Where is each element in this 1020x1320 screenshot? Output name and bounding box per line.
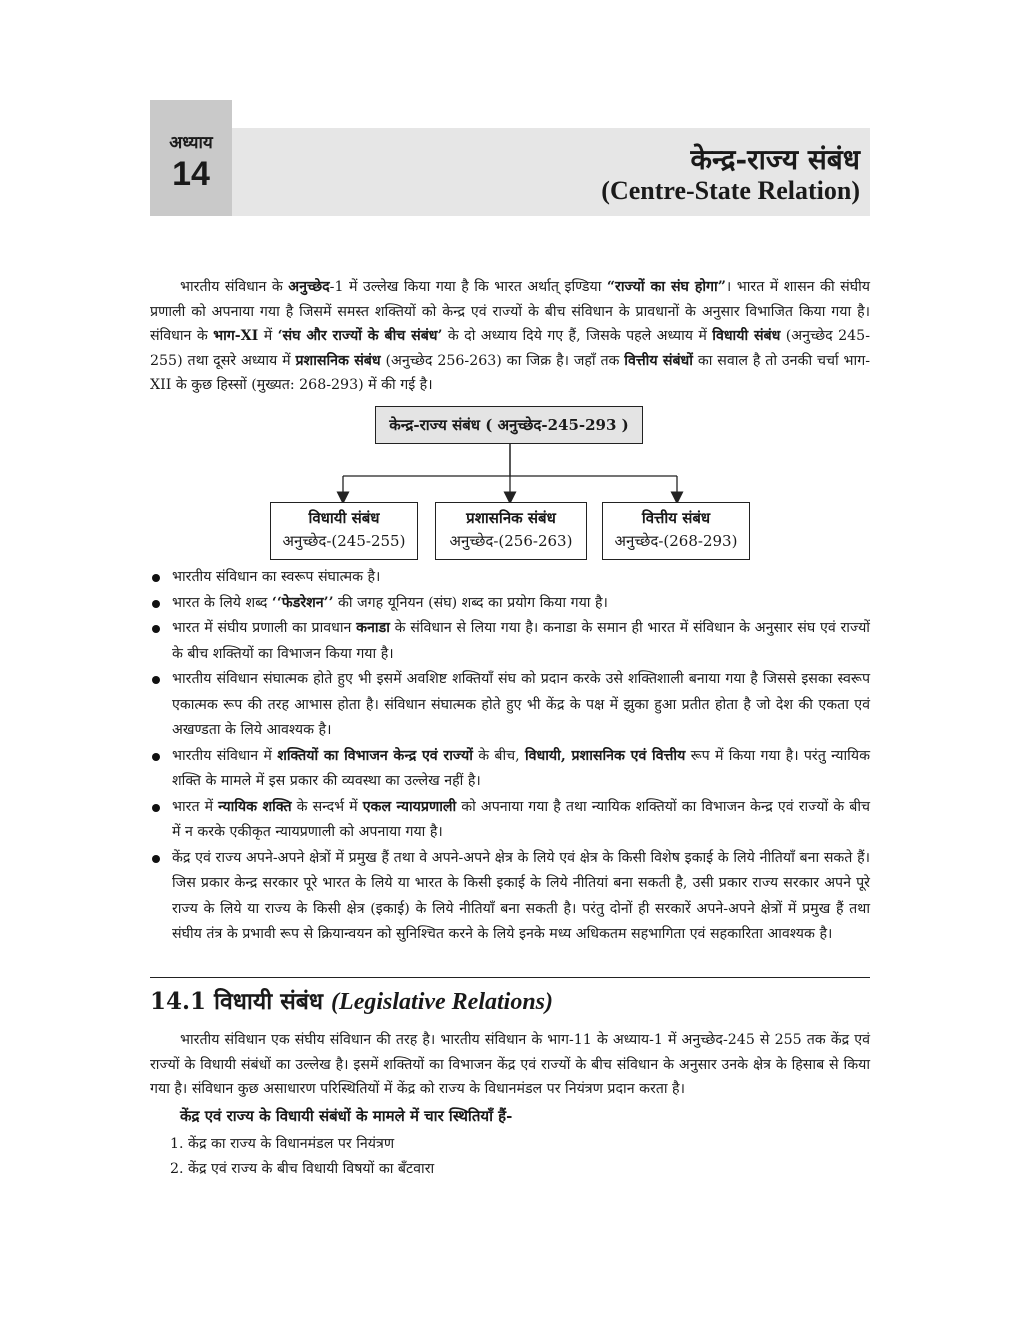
section-title-hindi: विधायी संबंध	[214, 988, 324, 1015]
chapter-title-hindi: केन्द्र-राज्य संबंध	[690, 143, 860, 176]
item-bold: ‘‘फेडरेशन’’	[271, 594, 334, 611]
section-paragraph: भारतीय संविधान एक संघीय संविधान की तरह है। भारतीय संविधान के भाग-11 के अध्याय-1 में अनुच्छेद-245 से 255 तक केंद्र एवं राज्यों के विधायी संबंधों का उल्लेख है। इसमें शक्तियों का विभाजन केंद्र एवं राज्यों के बीच संविधान के अनुसार उनके क्षेत्र के हिसाब से किया गया है। संविधान कुछ असाधारण परिस्थितियों में केंद्र को राज्य के विधानमंडल पर नियंत्रण प्रदान करता है।	[150, 1032, 870, 1097]
relations-diagram	[150, 400, 870, 560]
chapter-label: अध्याय	[169, 133, 213, 153]
key-points-list	[150, 565, 870, 948]
item-text: की जगह यूनियन (संघ) शब्द का प्रयोग किया गया है।	[333, 594, 608, 611]
chapter-number-box	[150, 100, 232, 216]
intro-text: । भारत में शासन की संघीय प्रणाली को अपनाया गया है जिसमें समस्त शक्तियों को केन्द्र एवं राज्यों के बीच संविधान के प्रावधानों के अनुसार विभाजित किया गया है। संविधान के	[150, 279, 870, 344]
intro-text: (अनुच्छेद 256-263) का जिक्र है। जहाँ तक	[380, 352, 625, 369]
chapter-title-english: (Centre-State Relation)	[601, 176, 860, 205]
item-bold: एकल न्यायप्रणाली	[362, 798, 457, 815]
diagram-box-financial	[602, 502, 750, 560]
intro-text: में	[258, 328, 278, 344]
intro-bold: वित्तीय संबंधों	[624, 352, 693, 369]
intro-text: का सवाल है तो उनकी चर्चा भाग-XII के कुछ हिस्सों (मुख्यत: 268-293) में की गई है।	[150, 352, 870, 393]
intro-bold: प्रशासनिक संबंध	[295, 352, 381, 369]
intro-text: के दो अध्याय दिये गए हैं, जिसके पहले अध्याय में	[442, 328, 713, 344]
list-item: 1. केंद्र का राज्य के विधानमंडल पर नियंत्रण	[170, 1136, 395, 1152]
numbered-list	[170, 1132, 434, 1182]
diagram-box-legislative	[270, 502, 418, 560]
box-title: वित्तीय संबंध	[641, 509, 711, 527]
section-title	[150, 984, 553, 1016]
diagram-box-administrative	[435, 502, 587, 560]
item-text: भारत में संघीय प्रणाली का प्रावधान	[172, 620, 357, 636]
item-text: भारत में	[172, 798, 219, 815]
chapter-number: 14	[172, 155, 210, 193]
item-text: के संविधान से लिया गया है। कनाडा के समान ही भारत में संविधान के अनुसार संघ एवं राज्यों के बीच शक्तियों का विभाजन किया गया है।	[172, 620, 870, 662]
item-text: भारतीय संविधान का स्वरूप संघात्मक है।	[172, 569, 381, 585]
item-text: के बीच,	[472, 747, 525, 764]
box-subtitle: अनुच्छेद-(268-293)	[614, 532, 738, 550]
item-text: रूप में किया गया है। परंतु न्यायिक शक्ति के मामले में इस प्रकार की व्यवस्था का उल्लेख नहीं है।	[172, 747, 870, 789]
item-bold: विधायी, प्रशासनिक एवं वित्तीय	[524, 747, 686, 764]
box-title: विधायी संबंध	[308, 509, 380, 527]
item-text: के सन्दर्भ में	[291, 798, 363, 815]
intro-paragraph	[150, 275, 870, 398]
item-bold: शक्तियों का विभाजन केन्द्र एवं राज्यों	[277, 747, 473, 764]
intro-bold: अनुच्छेद	[288, 279, 330, 295]
box-title: प्रशासनिक संबंध	[466, 509, 556, 527]
intro-bold: विधायी संबंध	[712, 328, 781, 344]
item-text: भारतीय संविधान संघात्मक होते हुए भी इसमें अवशिष्ट शक्तियाँ संघ को प्रदान करके उसे शक्तिशाली बनाया गया है जिससे इसका स्वरूप एकात्मक रूप की तरह आभास होता है। संविधान संघात्मक होते हुए भी केंद्र के पक्ष में झुका हुआ प्रतीत होता है जो देश की एकता एवं अखण्डता के लिये आवश्यक है।	[172, 671, 870, 738]
list-item	[150, 616, 870, 667]
item-text: को अपनाया गया है तथा न्यायिक शक्तियों का विभाजन केन्द्र एवं राज्यों के बीच में न करके एकीकृत न्यायप्रणाली को अपनाया गया है।	[172, 798, 871, 840]
box-subtitle: अनुच्छेद-(256-263)	[449, 532, 573, 550]
list-item	[150, 591, 870, 617]
intro-bold: भाग-XI	[213, 328, 259, 344]
intro-text: भारतीय संविधान के	[180, 279, 289, 295]
intro-text: -1 में उल्लेख किया गया है कि भारत अर्थात् इण्डिया	[329, 279, 607, 295]
diagram-root-box: केन्द्र-राज्य संबंध ( अनुच्छेद-245-293 )	[375, 406, 643, 444]
section-number: 14.1	[150, 988, 207, 1015]
item-text: भारत के लिये शब्द	[172, 594, 272, 611]
list-item	[150, 667, 870, 744]
intro-bold: ‘संघ और राज्यों के बीच संबंध’	[277, 328, 443, 344]
item-bold: न्यायिक शक्ति	[218, 798, 292, 815]
list-item	[150, 795, 870, 846]
list-item	[150, 846, 870, 948]
item-text: केंद्र एवं राज्य अपने-अपने क्षेत्रों में प्रमुख हैं तथा वे अपने-अपने क्षेत्र के लिये एवं क्षेत्र के किसी विशेष इकाई के लिये नीतियाँ बना सकते हैं। जिस प्रकार केन्द्र सरकार पूरे भारत के लिये या भारत के किसी इकाई के लिये नीतियां बना सकती है, उसी प्रकार राज्य सरकार अपने पूरे राज्य के लिये या राज्य के किसी क्षेत्र (इकाई) के लिये नीतियाँ बना सकती है। परंतु दोनों ही सरकारें अपने-अपने क्षेत्रों में प्रमुख हैं तथा संघीय तंत्र के प्रभावी रूप से क्रियान्वयन को सुनिश्चित करने के लिये इनके मध्य अधिकतम सहभागिता एवं सहकारिता आवश्यक है।	[172, 849, 870, 942]
section-subheading: केंद्र एवं राज्य के विधायी संबंधों के मामले में चार स्थितियाँ हैं-	[180, 1107, 513, 1125]
list-item: 2. केंद्र एवं राज्य के बीच विधायी विषयों का बँटवारा	[170, 1161, 435, 1177]
item-bold: कनाडा	[356, 620, 390, 636]
list-item	[150, 744, 870, 795]
item-text: भारतीय संविधान में	[172, 747, 278, 764]
section-title-english: (Legislative Relations)	[331, 989, 554, 1015]
box-subtitle: अनुच्छेद-(245-255)	[282, 532, 406, 550]
list-item	[150, 565, 870, 591]
section-divider	[150, 977, 870, 978]
intro-text: (अनुच्छेद 245-255) तथा दूसरे अध्याय में	[150, 328, 870, 369]
intro-bold: “राज्यों का संघ होगा”	[606, 279, 726, 295]
